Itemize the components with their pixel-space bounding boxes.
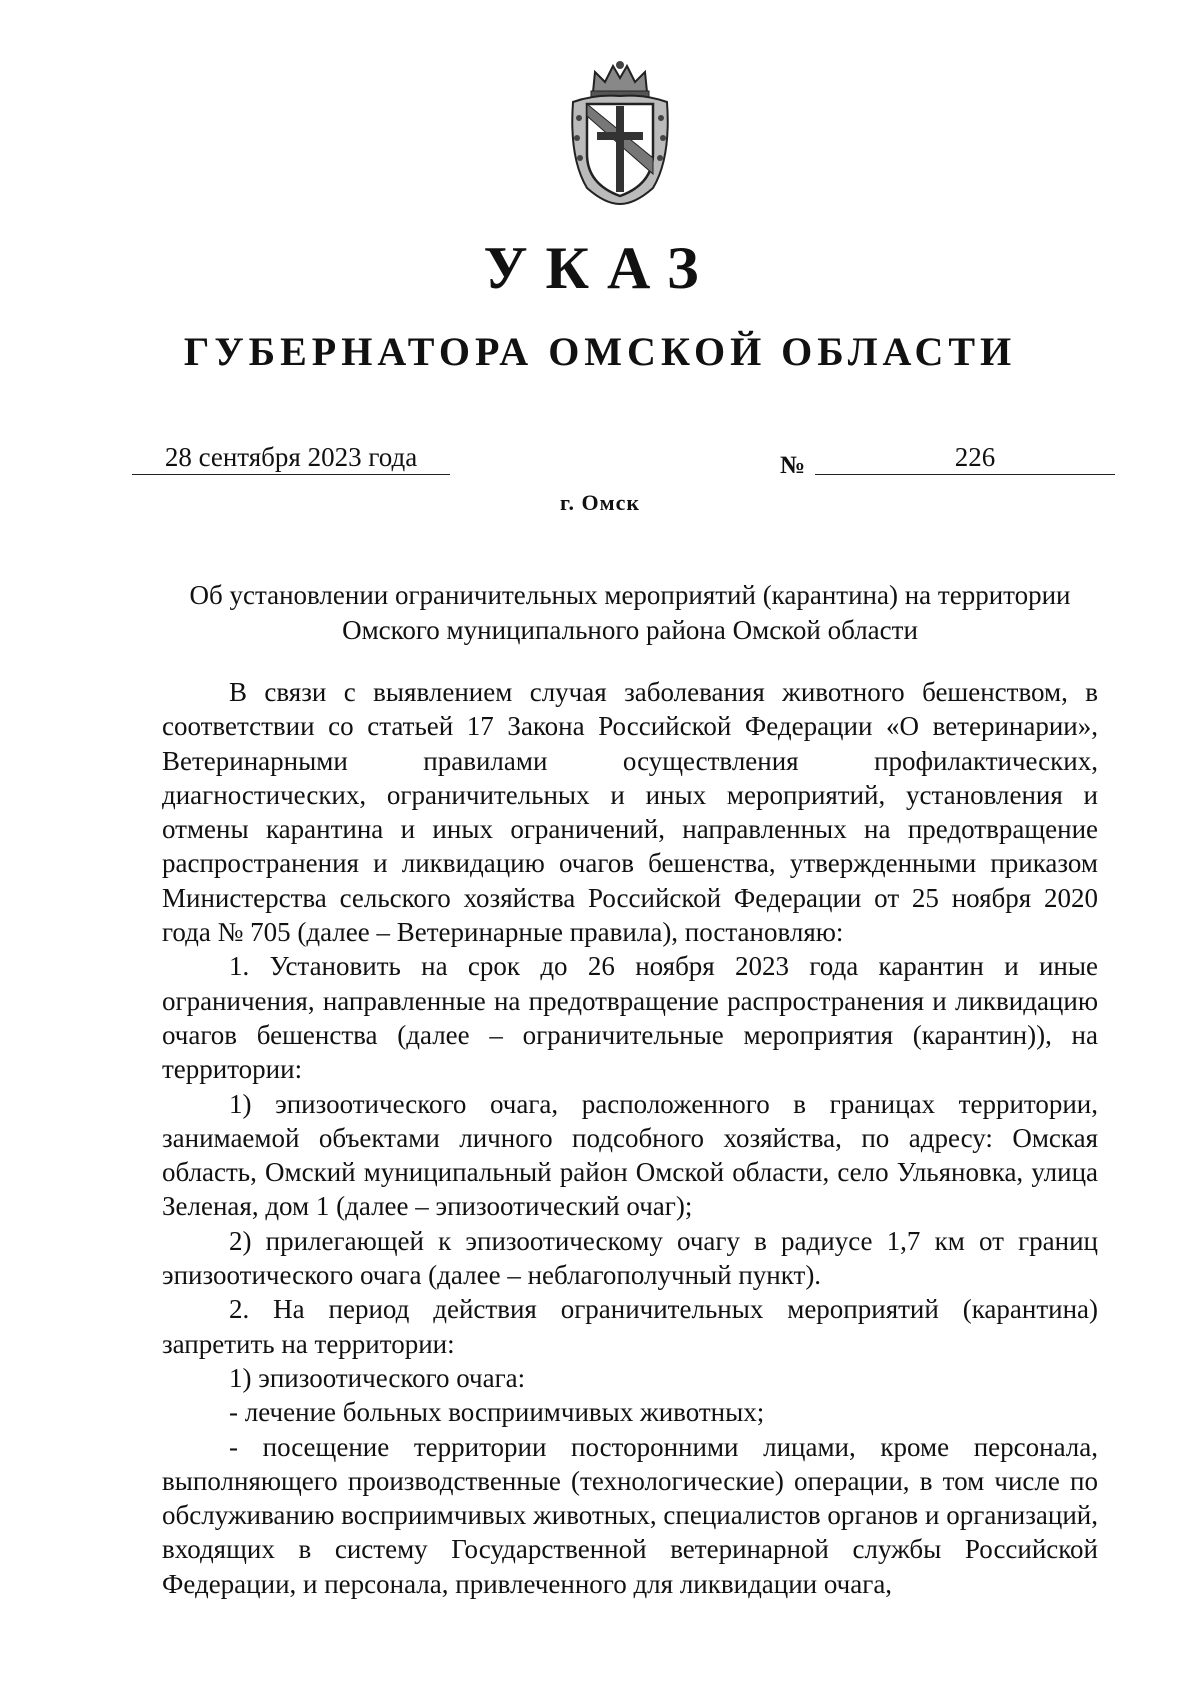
document-city: г. Омск <box>559 490 641 515</box>
body-paragraph: 2) прилегающей к эпизоотическому очагу в радиусе 1,7 км от границ эпизоотического очага (далее – неблагополучный пункт). <box>162 1225 1098 1291</box>
coat-of-arms-icon <box>565 58 675 206</box>
subject-line: Об установлении ограничительных мероприятий (карантина) на территории <box>189 580 1071 610</box>
document-body <box>162 675 1098 1601</box>
body-paragraph: 1) эпизоотического очага: <box>229 1362 526 1393</box>
subject-line: Омского муниципального района Омской области <box>342 615 918 645</box>
body-paragraph: 1) эпизоотического очага, расположенного в границах территории, занимаемой объектами личного подсобного хозяйства, по адресу: Омская область, Омский муниципальный район Омской области, село Ульяновка, улица Зеленая, дом 1 (далее – эпизоотический очаг); <box>162 1088 1098 1222</box>
body-paragraph: 1. Установить на срок до 26 ноября 2023 года карантин и иные ограничения, направленные на предотвращение распространения и ликвидацию очагов бешенства (далее – ограничительные мероприятия (карантин)), на территории: <box>162 951 1098 1085</box>
body-paragraph: 2. На период действия ограничительных мероприятий (карантина) запретить на территории: <box>162 1294 1098 1359</box>
body-paragraph: В связи с выявлением случая заболевания животного бешенством, в соответствии со статьей 17 Закона Российской Федерации «О ветеринарии», Ветеринарными правилами осуществления профилактических, диагностических, ограничительных и иных мероприятий, установления и отмены карантина и иных ограничений, направленных на предотвращение распространения и ликвидацию очагов бешенства, утвержденными приказом Министерства сельского хозяйства Российской Федерации от 25 ноября 2020 года № 705 (далее – Ветеринарные правила), постановляю: <box>162 677 1098 948</box>
document-title: УКАЗ <box>483 235 717 301</box>
document-subject <box>160 578 1100 648</box>
number-sign: № <box>780 452 806 479</box>
document-issuer: ГУБЕРНАТОРА ОМСКОЙ ОБЛАСТИ <box>183 329 1017 374</box>
body-paragraph: - посещение территории посторонними лицами, кроме персонала, выполняющего производственные (технологические) операции, в том числе по обслуживанию восприимчивых животных, специалистов органов и организаций, входящих в систему Государственной ветеринарной службы Российской Федерации, и персонала, привлеченного для ликвидации очага, <box>162 1431 1098 1599</box>
document-number-field <box>815 440 1115 475</box>
body-paragraph: - лечение больных восприимчивых животных; <box>229 1397 765 1428</box>
document-number: 226 <box>954 442 996 472</box>
document-date: 28 сентября 2023 года <box>132 440 450 475</box>
